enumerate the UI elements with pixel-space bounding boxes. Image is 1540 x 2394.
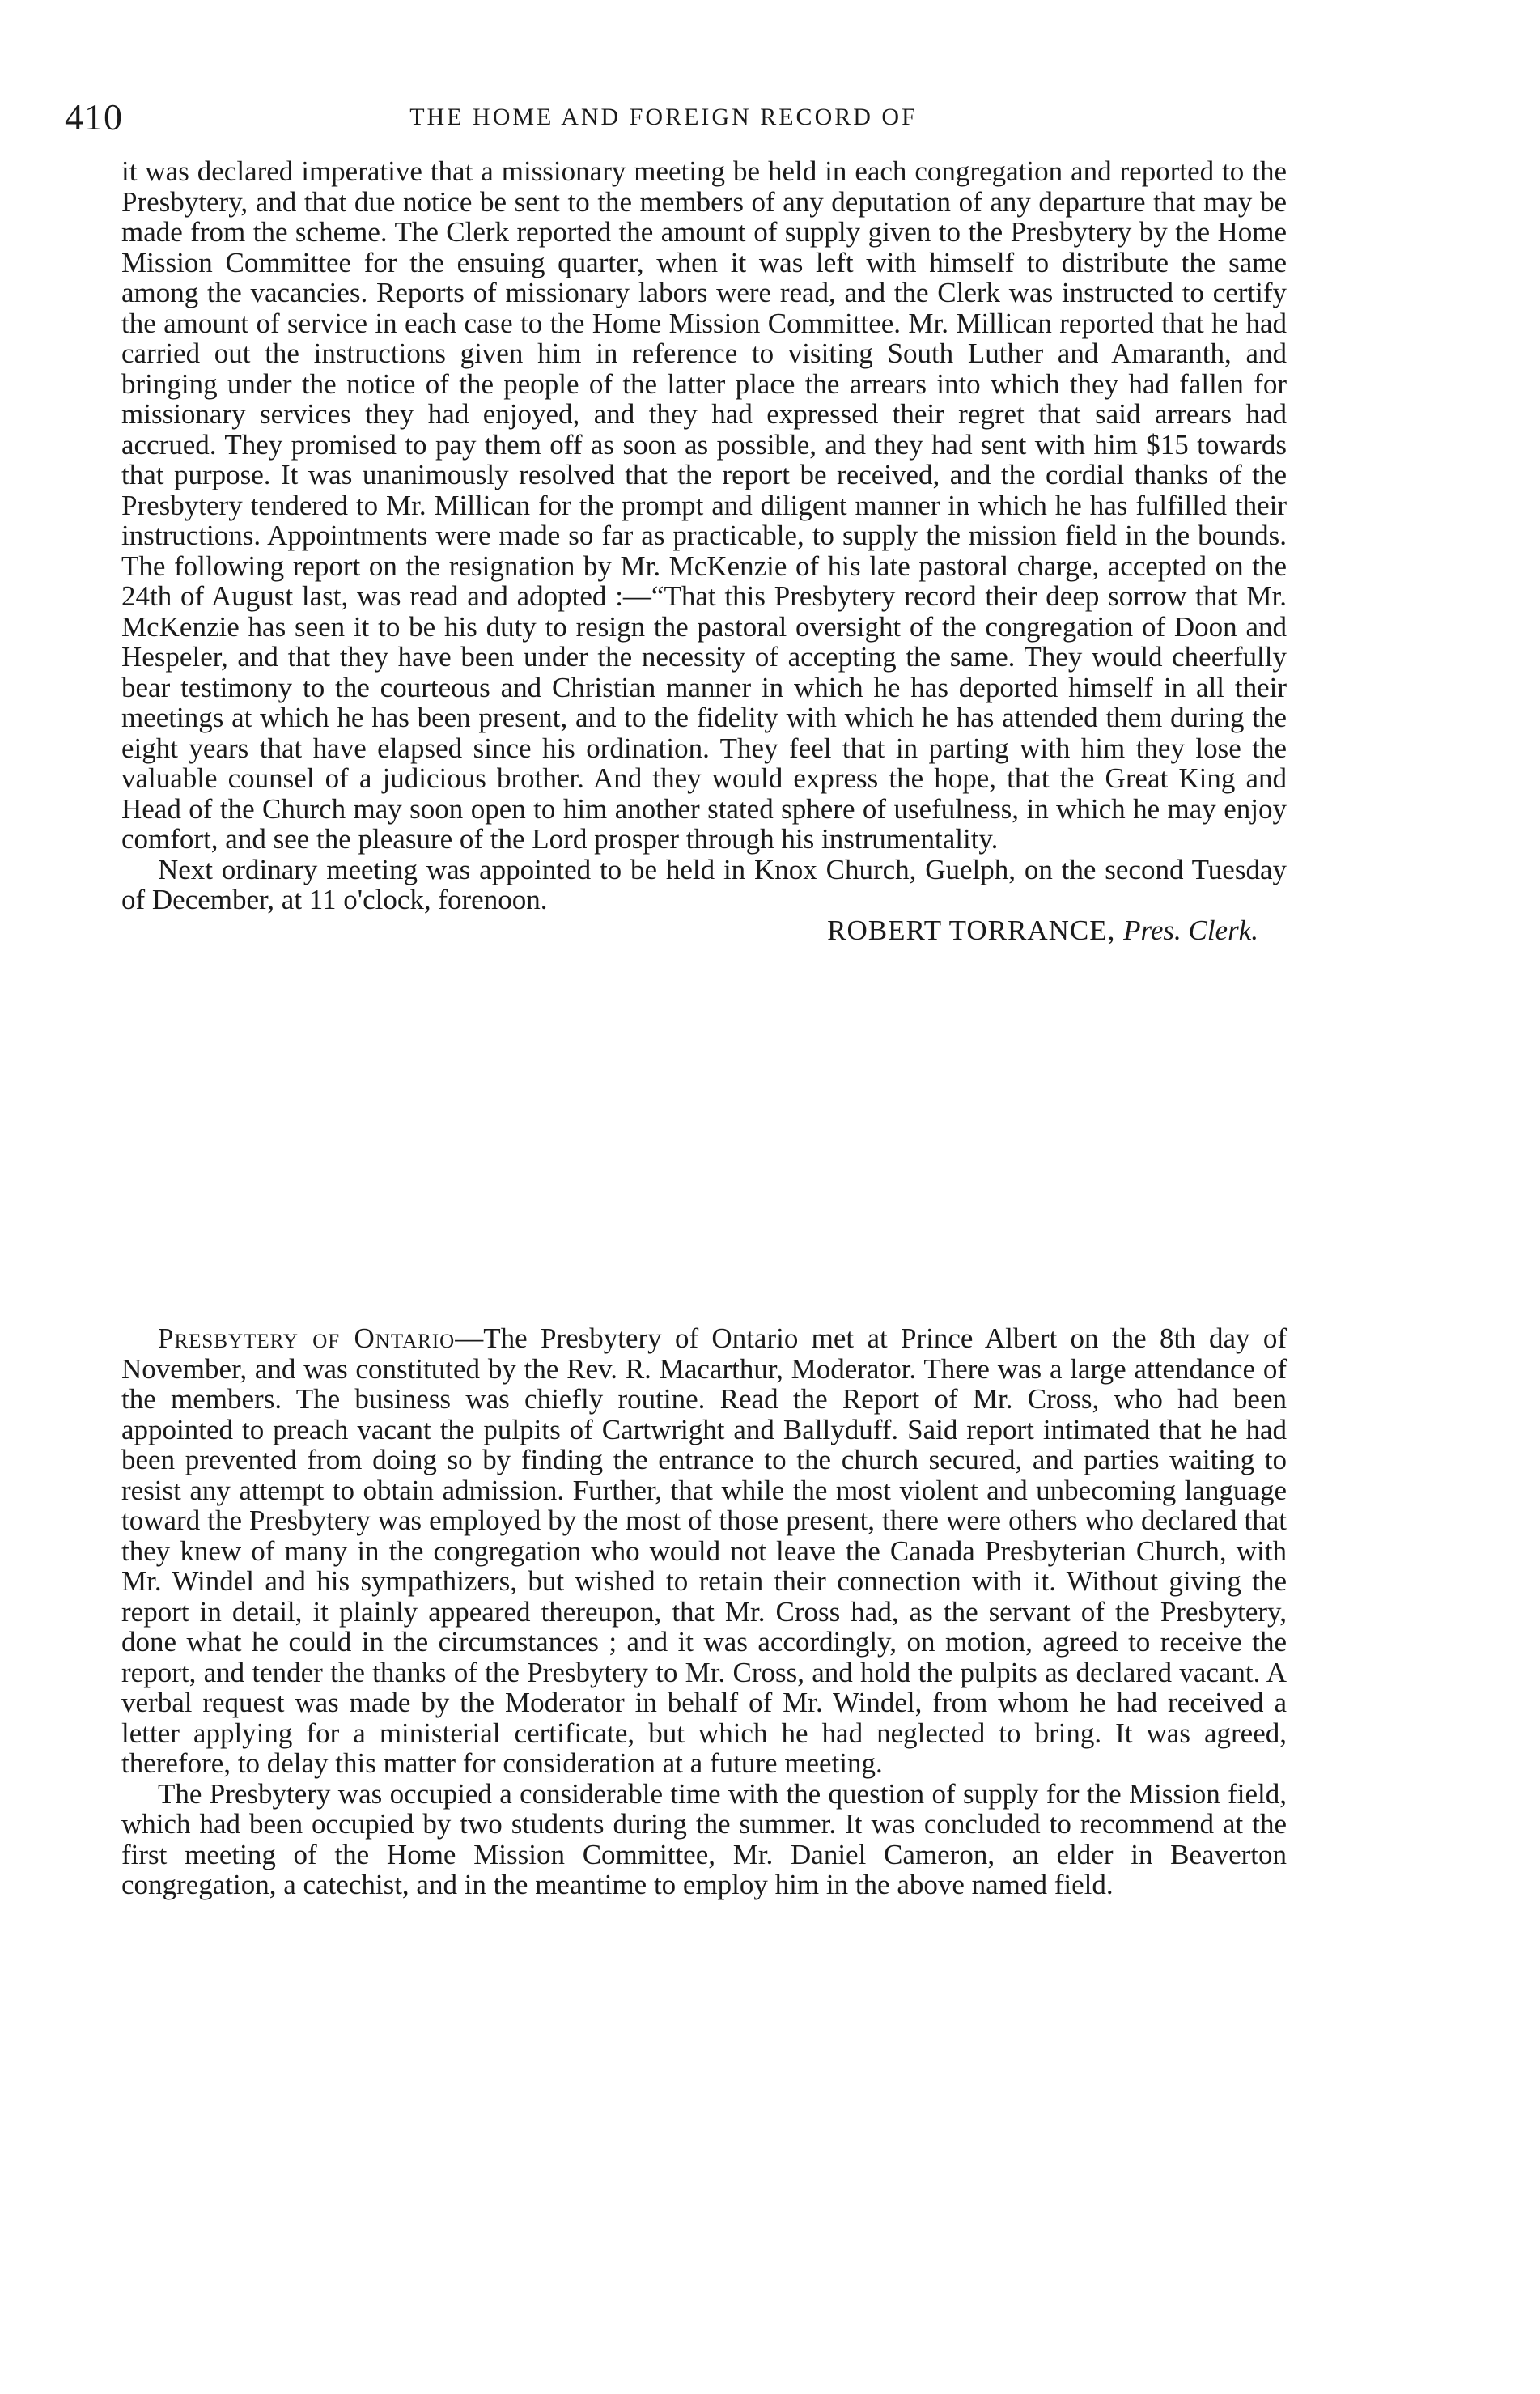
page-header bbox=[65, 93, 1262, 142]
signature-title: Pres. Clerk. bbox=[1123, 914, 1258, 946]
presbytery-of-ontario-section bbox=[121, 1323, 1287, 1900]
signature-name: ROBERT TORRANCE, bbox=[827, 914, 1116, 946]
paragraph-next-meeting: Next ordinary meeting was appointed to be held in Knox Church, Guelph, on the second Tuesday of December, at 11 o'clock, forenoon. bbox=[121, 853, 1287, 915]
paragraph-mission-report: it was declared imperative that a missionary meeting be held in each congregation and reported to the Presbytery, and that due notice be sent to the members of any deputation of any departure that may be made from the scheme. The Clerk reported the amount of supply given to the Presbytery by the Home Mission Committee for the ensuing quarter, when it was left with himself to distribute the same among the vacancies. Reports of missionary labors were read, and the Clerk was instructed to certify the amount of service in each case to the Home Mission Committee. Mr. Millican reported that he had carried out the instructions given him in reference to visiting South Luther and Amaranth, and bringing under the notice of the people of the latter place the arrears into which they had fallen for missionary services they had enjoyed, and they had expressed their regret that said arrears had accrued. They promised to pay them off as soon as possible, and they had sent with him $15 towards that purpose. It was unanimously resolved that the report be received, and the cordial thanks of the Presbytery tendered to Mr. Millican for the prompt and diligent manner in which he has fulfilled their instructions. Appointments were made so far as practicable, to supply the mission field in the bounds. The following report on the resignation by Mr. McKenzie of his late pastoral charge, accepted on the 24th of August last, was read and adopted :—“That this Presbytery record their deep sorrow that Mr. McKenzie has seen it to be his duty to resign the pastoral oversight of the congregation of Doon and Hespeler, and that they have been under the necessity of accepting the same. They would cheerfully bear testimony to the courteous and Christian manner in which he has deported himself in all their meetings at which he has been present, and to the fidelity with which he has attended them during the eight years that have elapsed since his ordination. They feel that in parting with him they lose the valuable counsel of a judicious brother. And they would express the hope, that the Great King and Head of the Church may soon open to him another stated sphere of usefulness, in which he may enjoy comfort, and see the pleasure of the Lord prosper through his instrumentality. bbox=[121, 155, 1287, 855]
heading-dash: — bbox=[455, 1322, 484, 1354]
paragraph-mission-supply: The Presbytery was occupied a considerable time with the question of supply for the Mission field, which had been occupied by two students during the summer. It was concluded to recommend at the first meeting of the Home Mission Committee, Mr. Daniel Cameron, an elder in Beaverton congregation, a catechist, and in the meantime to employ him in the above named field. bbox=[121, 1777, 1287, 1900]
paragraph-ontario-meeting-text: The Presbytery of Ontario met at Prince Albert on the 8th day of November, and was constituted by the Rev. R. Macarthur, Moderator. There was a large attendance of the members. The business was chiefly routine. Read the Report of Mr. Cross, who had been appointed to preach vacant the pulpits of Cartwright and Ballyduff. Said report intimated that he had been prevented from doing so by finding the entrance to the church secured, and parties waiting to resist any attempt to obtain admission. Further, that while the most violent and unbecoming language toward the Presbytery was employed by the most of those present, there were others who declared that they knew of many in the congregation who would not leave the Canada Presbyterian Church, with Mr. Windel and his sympathizers, but wished to retain their connection with it. Without giving the report in detail, it plainly appeared thereupon, that Mr. Cross had, as the servant of the Presbytery, done what he could in the circumstances ; and it was accordingly, on motion, agreed to receive the report, and tender the thanks of the Presbytery to Mr. Cross, and hold the pulpits as declared vacant. A verbal request was made by the Moderator in behalf of Mr. Windel, from whom he had received a letter applying for a ministerial certificate, but which he had neglected to bring. It was agreed, therefore, to delay this matter for consideration at a future meeting. bbox=[121, 1322, 1287, 1779]
clerk-signature bbox=[121, 915, 1287, 946]
page-number: 410 bbox=[65, 96, 123, 138]
running-head: THE HOME AND FOREIGN RECORD OF bbox=[409, 104, 918, 130]
section-heading: Presbytery of Ontario bbox=[158, 1322, 456, 1354]
paragraph-ontario-meeting bbox=[121, 1323, 1287, 1779]
presbytery-report-continued bbox=[121, 156, 1287, 945]
